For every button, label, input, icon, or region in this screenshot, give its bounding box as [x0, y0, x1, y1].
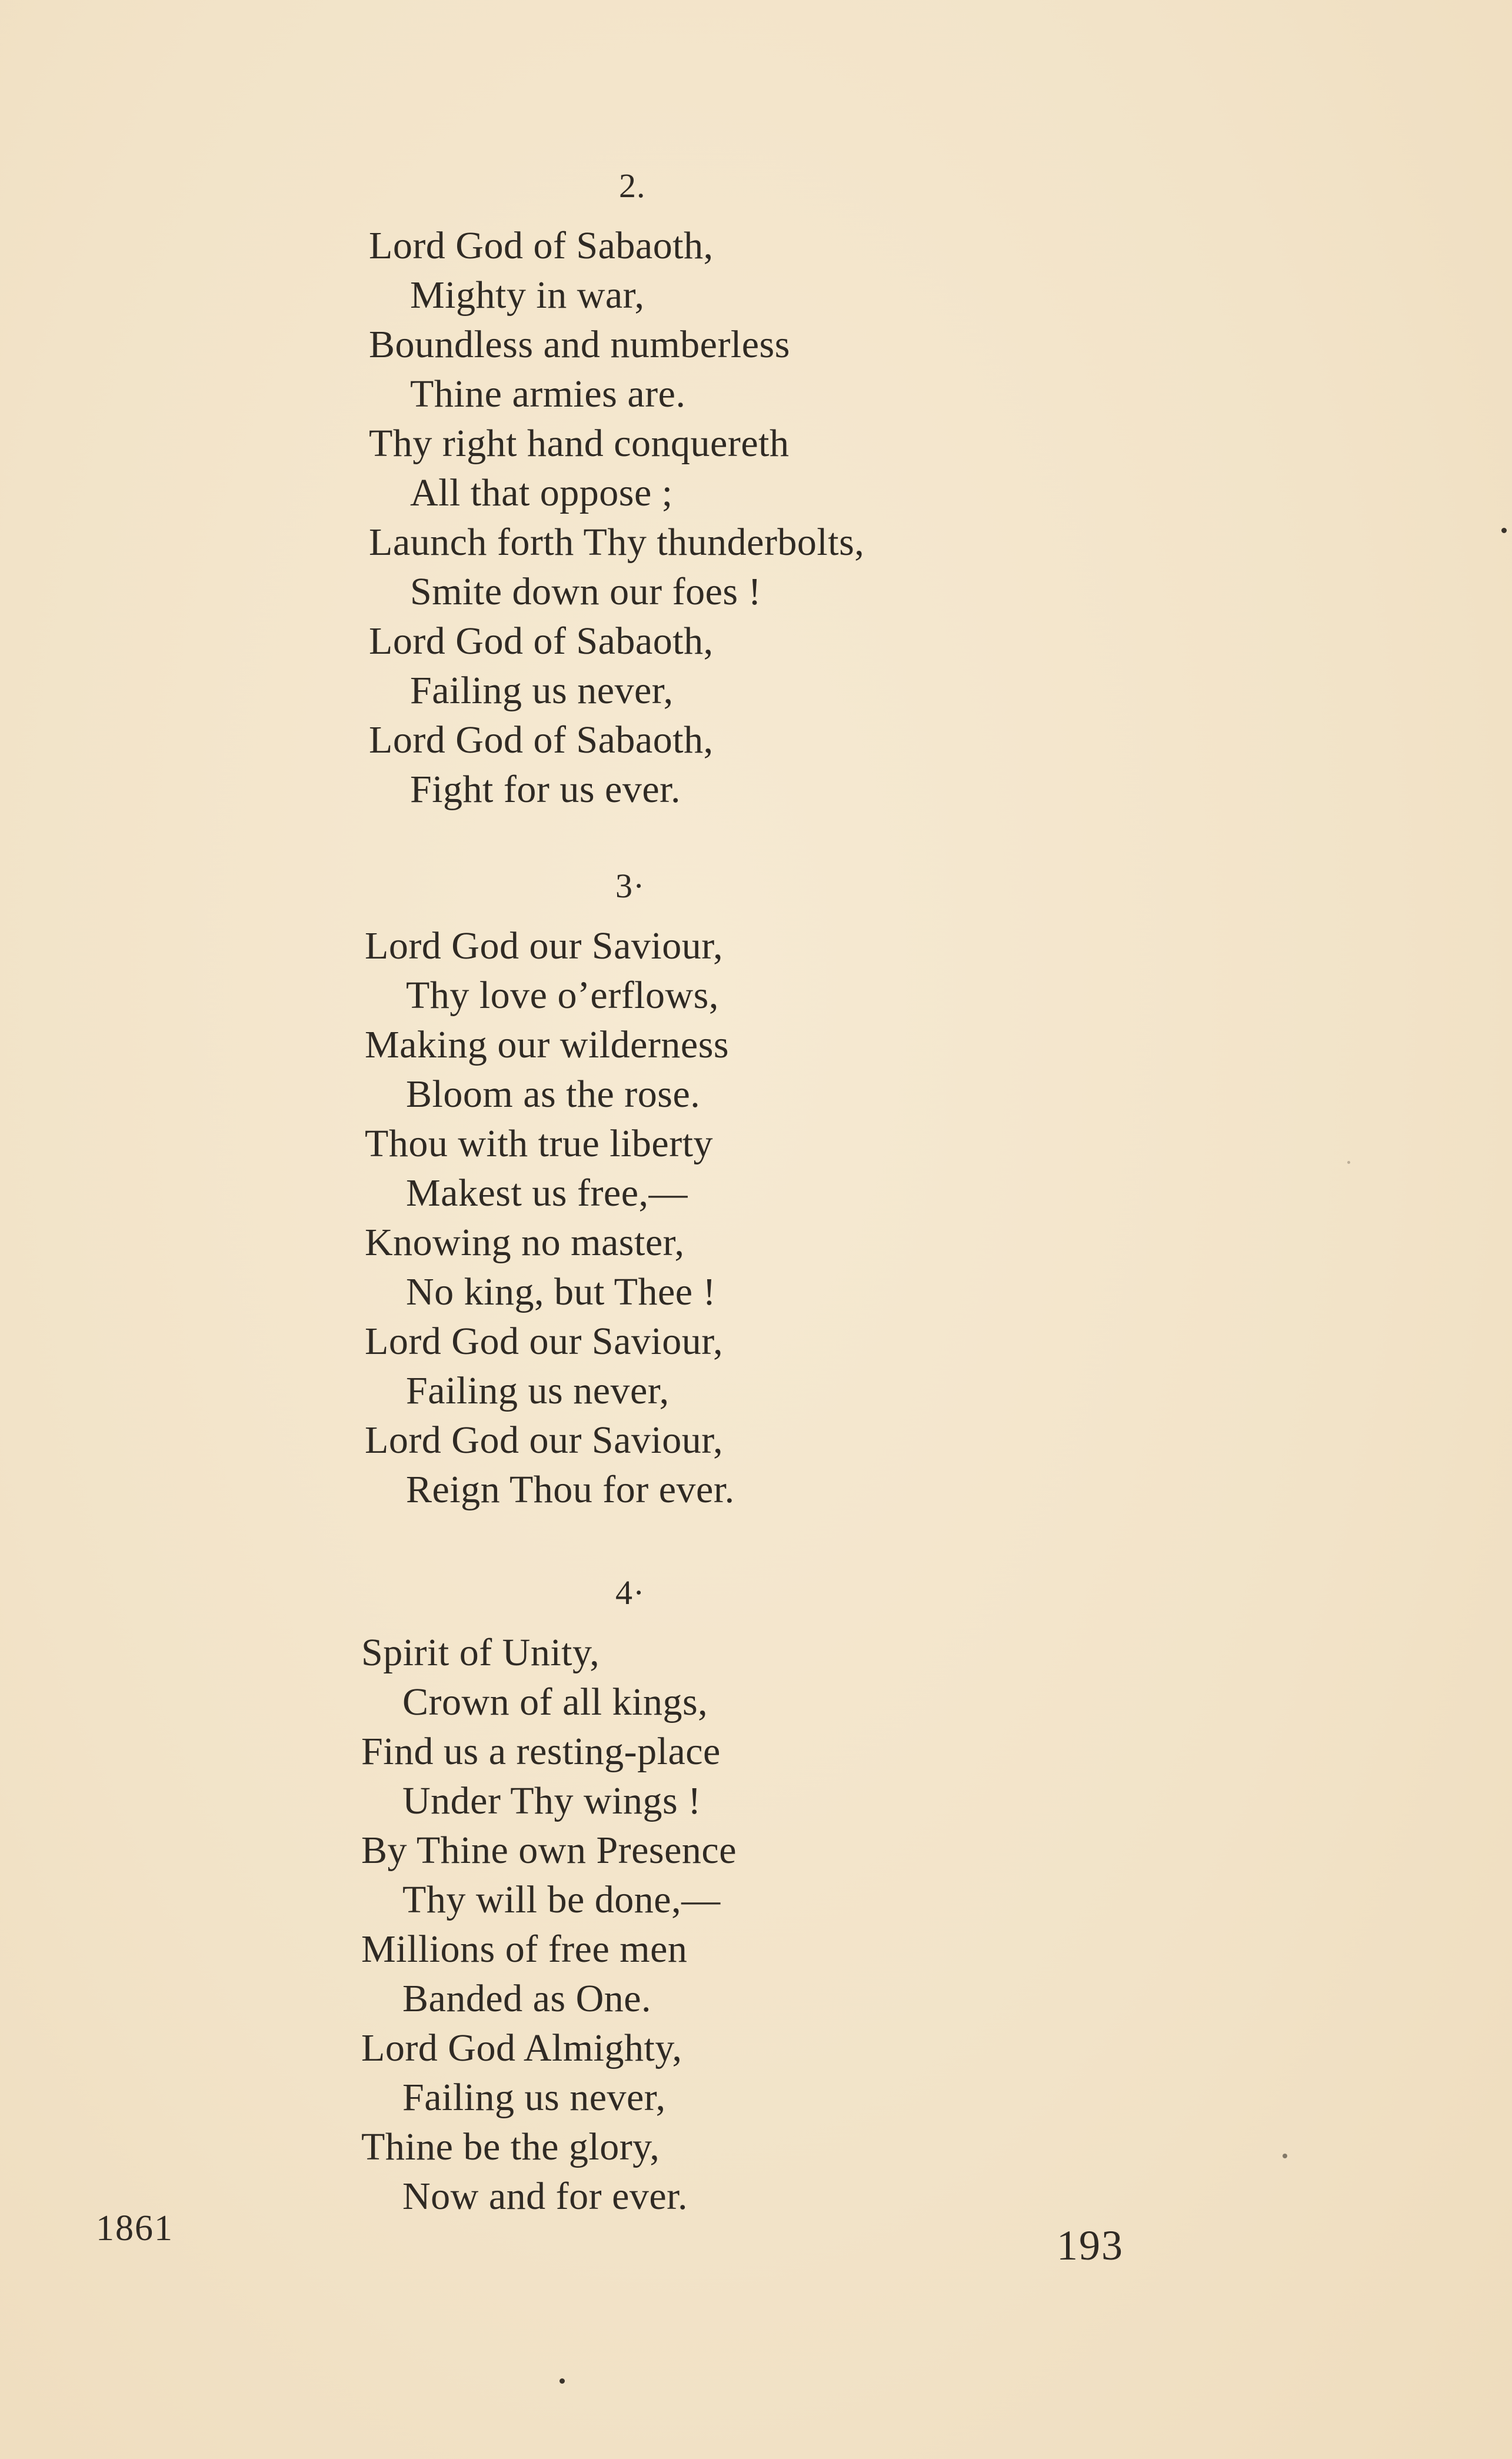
verse-line: Launch forth Thy thunderbolts, [369, 521, 865, 564]
verse-line: Failing us never, [410, 669, 674, 712]
verse-line: Lord God of Sabaoth, [369, 620, 714, 663]
verse-line: Lord God our Saviour, [365, 1419, 724, 1462]
stanza-number: 3· [615, 867, 645, 905]
verse-line: Find us a resting-place [361, 1730, 721, 1773]
ink-speck [559, 2378, 565, 2384]
verse-line: Millions of free men [361, 1928, 688, 1971]
verse-line: Lord God of Sabaoth, [369, 718, 714, 761]
page-number: 193 [1057, 2222, 1124, 2269]
ink-speck [1283, 2154, 1287, 2158]
verse-line: Banded as One. [402, 1977, 652, 2020]
verse-line: Spirit of Unity, [361, 1631, 600, 1674]
verse-line: No king, but Thee ! [406, 1270, 717, 1313]
verse-line: Crown of all kings, [402, 1681, 708, 1723]
verse-line: All that oppose ; [410, 471, 673, 514]
verse-line: Boundless and numberless [369, 323, 790, 366]
ink-speck [1501, 528, 1507, 533]
verse-line: Fight for us ever. [410, 768, 681, 811]
verse-line: Smite down our foes ! [410, 570, 762, 613]
verse-line: Lord God Almighty, [361, 2027, 682, 2069]
verse-line: Failing us never, [402, 2076, 666, 2119]
verse-line: Thou with true liberty [365, 1122, 714, 1165]
verse-line: Lord God our Saviour, [365, 924, 724, 967]
verse-line: Now and for ever. [402, 2175, 688, 2218]
verse-line: Failing us never, [406, 1369, 670, 1412]
verse-line: Under Thy wings ! [402, 1779, 701, 1822]
ink-speck [1347, 1161, 1350, 1164]
verse-line: Makest us free,— [406, 1172, 688, 1214]
verse-line: Lord God of Sabaoth, [369, 224, 714, 267]
verse-line: Making our wilderness [365, 1023, 730, 1066]
verse-line: Knowing no master, [365, 1221, 685, 1264]
verse-line: By Thine own Presence [361, 1829, 737, 1872]
verse-line: Bloom as the rose. [406, 1073, 701, 1116]
stanza-number: 2. [619, 167, 646, 205]
verse-line: Mighty in war, [410, 274, 645, 317]
verse-line: Thy love o’erflows, [406, 974, 719, 1017]
date-year: 1861 [96, 2208, 174, 2248]
verse-line: Lord God our Saviour, [365, 1320, 724, 1363]
verse-line: Thy will be done,— [402, 1878, 721, 1921]
verse-line: Thy right hand conquereth [369, 422, 790, 465]
verse-line: Reign Thou for ever. [406, 1468, 735, 1511]
verse-line: Thine be the glory, [361, 2125, 660, 2168]
verse-line: Thine armies are. [410, 372, 686, 415]
stanza-number: 4· [615, 1573, 645, 1612]
